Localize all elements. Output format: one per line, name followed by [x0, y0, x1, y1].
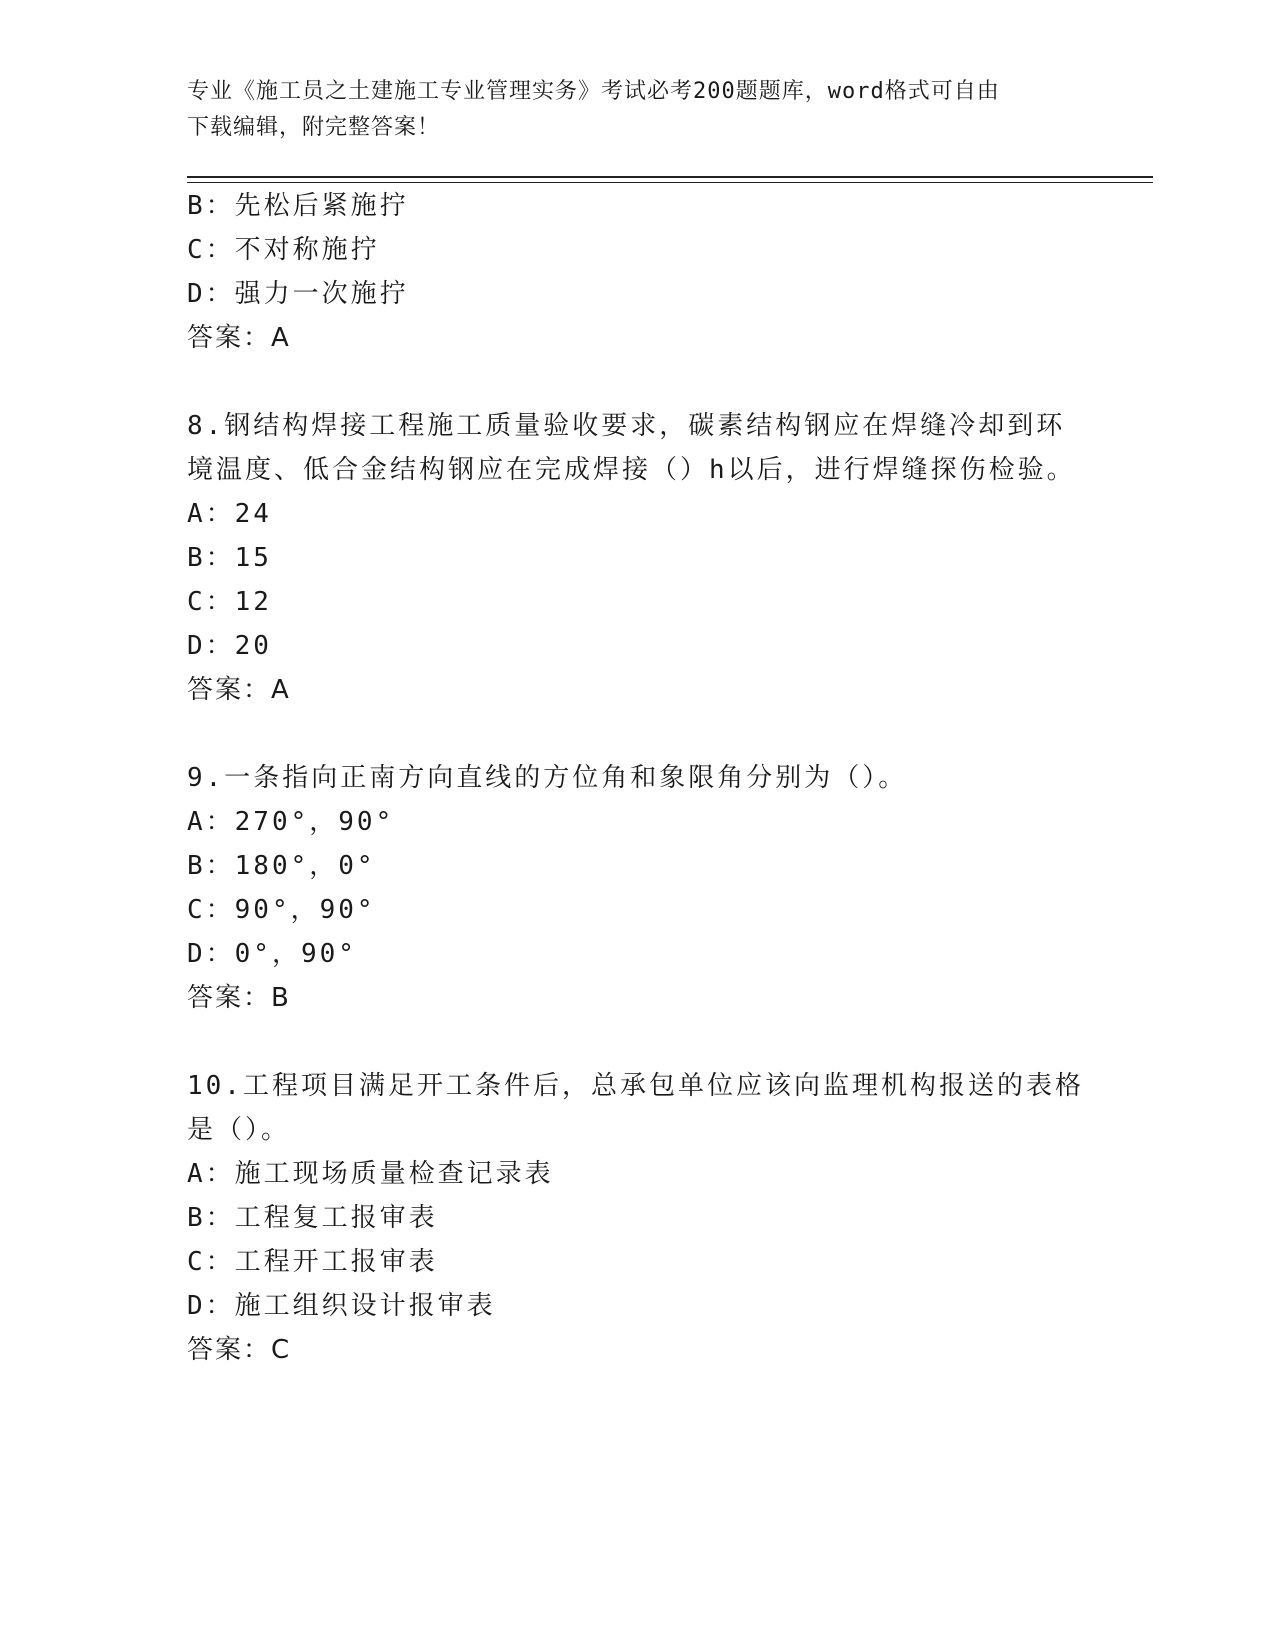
- q10-option-d: D：施工组织设计报审表: [187, 1291, 496, 1321]
- q8-option-c: C：12: [187, 587, 272, 617]
- q8-option-b: B：15: [187, 543, 272, 573]
- q10-option-a: A：施工现场质量检查记录表: [187, 1159, 554, 1189]
- q7-option-c: C：不对称施拧: [187, 235, 380, 265]
- q7-answer: 答案：A: [187, 323, 291, 353]
- q8-answer: 答案：A: [187, 675, 291, 705]
- q9-stem-line-1: 9.一条指向正南方向直线的方位角和象限角分别为（）。: [187, 763, 908, 793]
- q10-option-b: B：工程复工报审表: [187, 1203, 438, 1233]
- header-line-2: 下载编辑，附完整答案！: [187, 115, 441, 140]
- q10-option-c: C：工程开工报审表: [187, 1247, 438, 1277]
- q10-stem-line-1: 10.工程项目满足开工条件后，总承包单位应该向监理机构报送的表格: [187, 1071, 1084, 1101]
- q9-option-d: D：0°，90°: [187, 939, 357, 969]
- q9-option-c: C：90°，90°: [187, 895, 376, 925]
- q9-option-b: B：180°，0°: [187, 851, 376, 881]
- q8-option-a: A：24: [187, 499, 272, 529]
- q7-option-d: D：强力一次施拧: [187, 279, 409, 309]
- document-header: [187, 74, 1067, 146]
- q9-answer: 答案：B: [187, 983, 291, 1013]
- q8-option-d: D：20: [187, 631, 272, 661]
- q10-stem-line-2: 是（）。: [187, 1115, 291, 1145]
- q8-stem-line-1: 8.钢结构焊接工程施工质量验收要求，碳素结构钢应在焊缝冷却到环: [187, 411, 1066, 441]
- q7-option-b: B：先松后紧施拧: [187, 191, 409, 221]
- header-line-1: 专业《施工员之土建施工专业管理实务》考试必考200题题库，word格式可自由: [187, 79, 1000, 104]
- header-divider-thin: [187, 182, 1153, 183]
- q10-answer: 答案：C: [187, 1335, 292, 1365]
- q9-option-a: A：270°，90°: [187, 807, 395, 837]
- q8-stem-line-2: 境温度、低合金结构钢应在完成焊接（）h以后，进行焊缝探伤检验。: [187, 455, 1076, 485]
- header-divider-thick: [187, 176, 1153, 178]
